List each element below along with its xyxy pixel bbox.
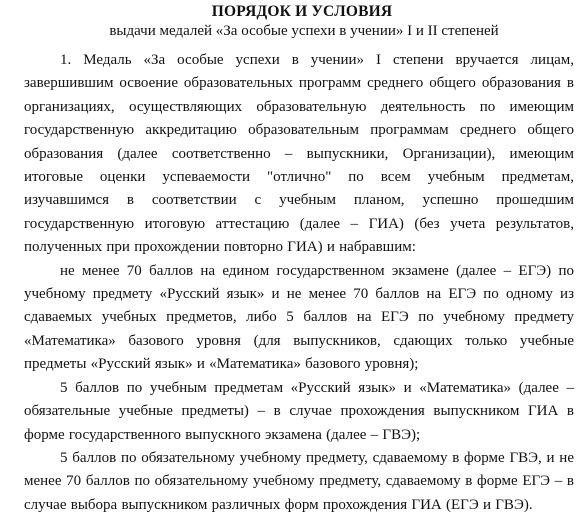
paragraph-1: 1. Медаль «За особые успехи в учении» I степени вручается лицам, завершившим освоение образовательных программ среднего общего образования в организациях, осуществляющих образовательную деятельность по имеющим государственную аккредитацию образовательным программам среднего общего образования (далее соответственно – выпускники, Организации), имеющим итоговые оценки успеваемости "отлично" по всем учебным предметам, изучавшимся в соответствии с учебным планом, успешно прошедшим государственную итоговую аттестацию (далее – ГИА) (без учета результатов, полученных при прохождении повторно ГИА) и набравшим: bbox=[24, 52, 574, 256]
paragraph-4: 5 баллов по обязательному учебному предмету, сдаваемому в форме ГВЭ, и не менее 70 баллов по обязательному учебному предмету, сдаваемому в форме ЕГЭ – в случае выбора выпускником различных форм прохождения ГИА (ЕГЭ и ГВЭ). bbox=[24, 449, 574, 513]
paragraph-2: не менее 70 баллов на едином государственном экзамене (далее – ЕГЭ) по учебному предмету «Русский язык» и не менее 70 баллов на ЕГЭ по одному из сдаваемых учебных предметов, либо 5 баллов на ЕГЭ по учебному предмету «Математика» базового уровня (для выпускников, сдающих только учебные предметы «Русский язык» и «Математика» базового уровня); bbox=[24, 262, 574, 373]
document-subtitle: выдачи медалей «За особые успехи в учении» I и II степеней bbox=[109, 23, 499, 39]
document-title: ПОРЯДОК И УСЛОВИЯ bbox=[211, 3, 393, 20]
paragraph-3: 5 баллов по учебным предметам «Русский язык» и «Математика» (далее – обязательные учебные предметы) – в случае прохождения выпускником ГИА в форме государственного выпускного экзамена (далее – ГВЭ); bbox=[24, 379, 574, 443]
